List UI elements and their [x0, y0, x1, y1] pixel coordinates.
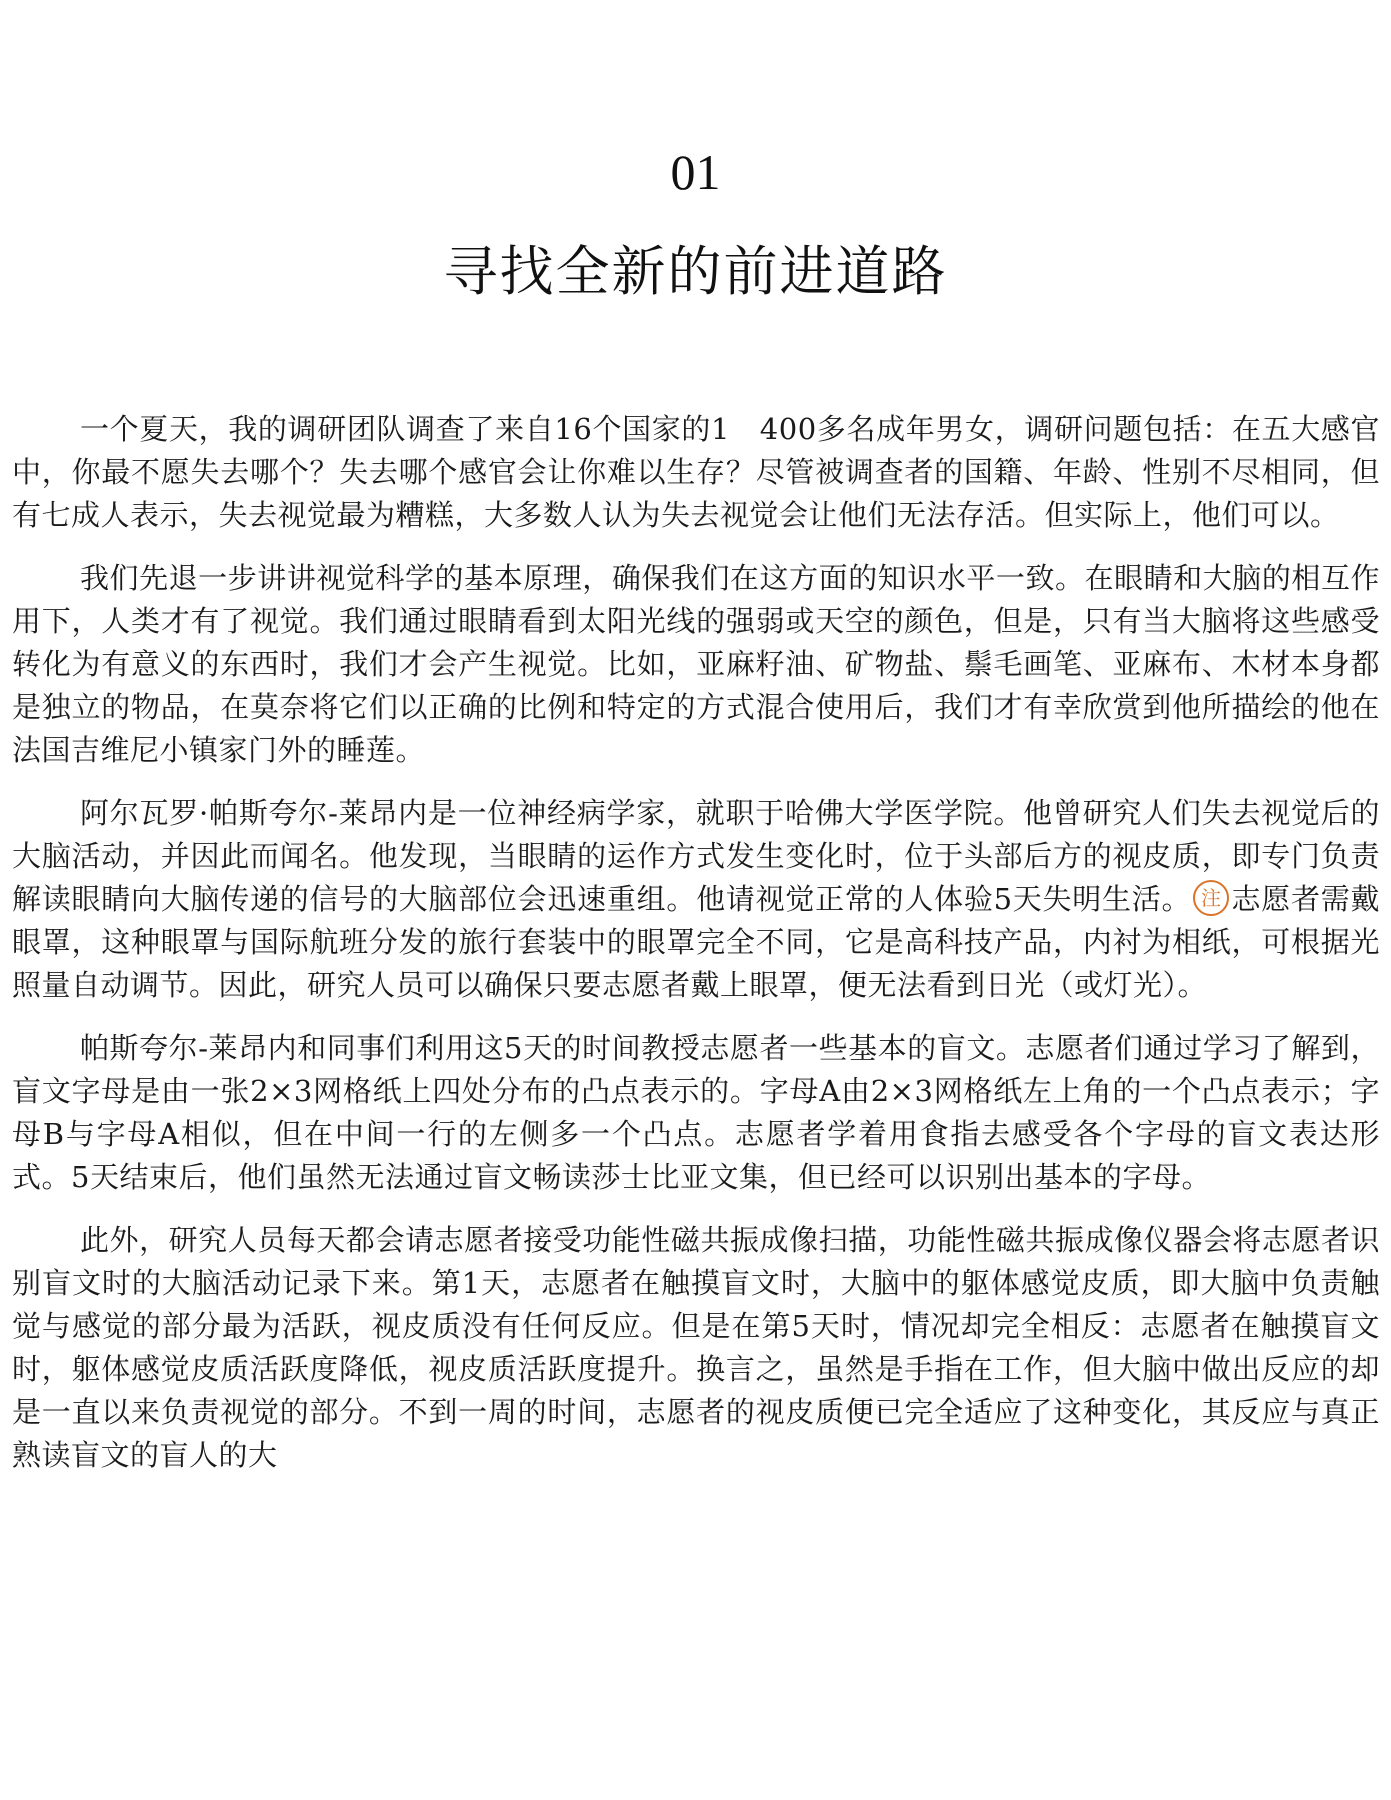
paragraph-3: [12, 792, 1380, 1007]
paragraph-3-text-after-note: 志愿者需戴眼罩，这种眼罩与国际航班分发的旅行套装中的眼罩完全不同，它是高科技产品，内衬为相纸，可根据光照量自动调节。因此，研究人员可以确保只要志愿者戴上眼罩，便无法看到日光（或灯光）。: [12, 882, 1380, 1002]
paragraph-5: 此外，研究人员每天都会请志愿者接受功能性磁共振成像扫描，功能性磁共振成像仪器会将志愿者识别盲文时的大脑活动记录下来。第1天，志愿者在触摸盲文时，大脑中的躯体感觉皮质，即大脑中负责触觉与感觉的部分最为活跃，视皮质没有任何反应。但是在第5天时，情况却完全相反：志愿者在触摸盲文时，躯体感觉皮质活跃度降低，视皮质活跃度提升。换言之，虽然是手指在工作，但大脑中做出反应的却是一直以来负责视觉的部分。不到一周的时间，志愿者的视皮质便已完全适应了这种变化，其反应与真正熟读盲文的盲人的大: [12, 1223, 1380, 1472]
paragraph-3-text-before-note: 阿尔瓦罗·帕斯夸尔-莱昂内是一位神经病学家，就职于哈佛大学医学院。他曾研究人们失去视觉后的大脑活动，并因此而闻名。他发现，当眼睛的运作方式发生变化时，位于头部后方的视皮质，即专门负责解读眼睛向大脑传递的信号的大脑部位会迅速重组。他请视觉正常的人体验5天失明生活。: [12, 796, 1380, 916]
paragraph-2: 我们先退一步讲讲视觉科学的基本原理，确保我们在这方面的知识水平一致。在眼睛和大脑的相互作用下，人类才有了视觉。我们通过眼睛看到太阳光线的强弱或天空的颜色，但是，只有当大脑将这些感受转化为有意义的东西时，我们才会产生视觉。比如，亚麻籽油、矿物盐、鬃毛画笔、亚麻布、木材本身都是独立的物品，在莫奈将它们以正确的比例和特定的方式混合使用后，我们才有幸欣赏到他所描绘的他在法国吉维尼小镇家门外的睡莲。: [12, 561, 1380, 767]
chapter-title: 寻找全新的前进道路: [443, 240, 948, 303]
annotation-icon[interactable]: 注: [1193, 880, 1229, 916]
chapter-number: 01: [670, 144, 721, 200]
paragraph-1: 一个夏天，我的调研团队调查了来自16个国家的1 400多名成年男女，调研问题包括：在五大感官中，你最不愿失去哪个？失去哪个感官会让你难以生存？尽管被调查者的国籍、年龄、性别不尽相同，但有七成人表示，失去视觉最为糟糕，大多数人认为失去视觉会让他们无法存活。但实际上，他们可以。: [12, 412, 1380, 532]
body-text: [12, 408, 1380, 1497]
paragraph-4: 帕斯夸尔-莱昂内和同事们利用这5天的时间教授志愿者一些基本的盲文。志愿者们通过学习了解到，盲文字母是由一张2×3网格纸上四处分布的凸点表示的。字母A由2×3网格纸左上角的一个凸点表示；字母B与字母A相似，但在中间一行的左侧多一个凸点。志愿者学着用食指去感受各个字母的盲文表达形式。5天结束后，他们虽然无法通过盲文畅读莎士比亚文集，但已经可以识别出基本的字母。: [12, 1031, 1380, 1194]
